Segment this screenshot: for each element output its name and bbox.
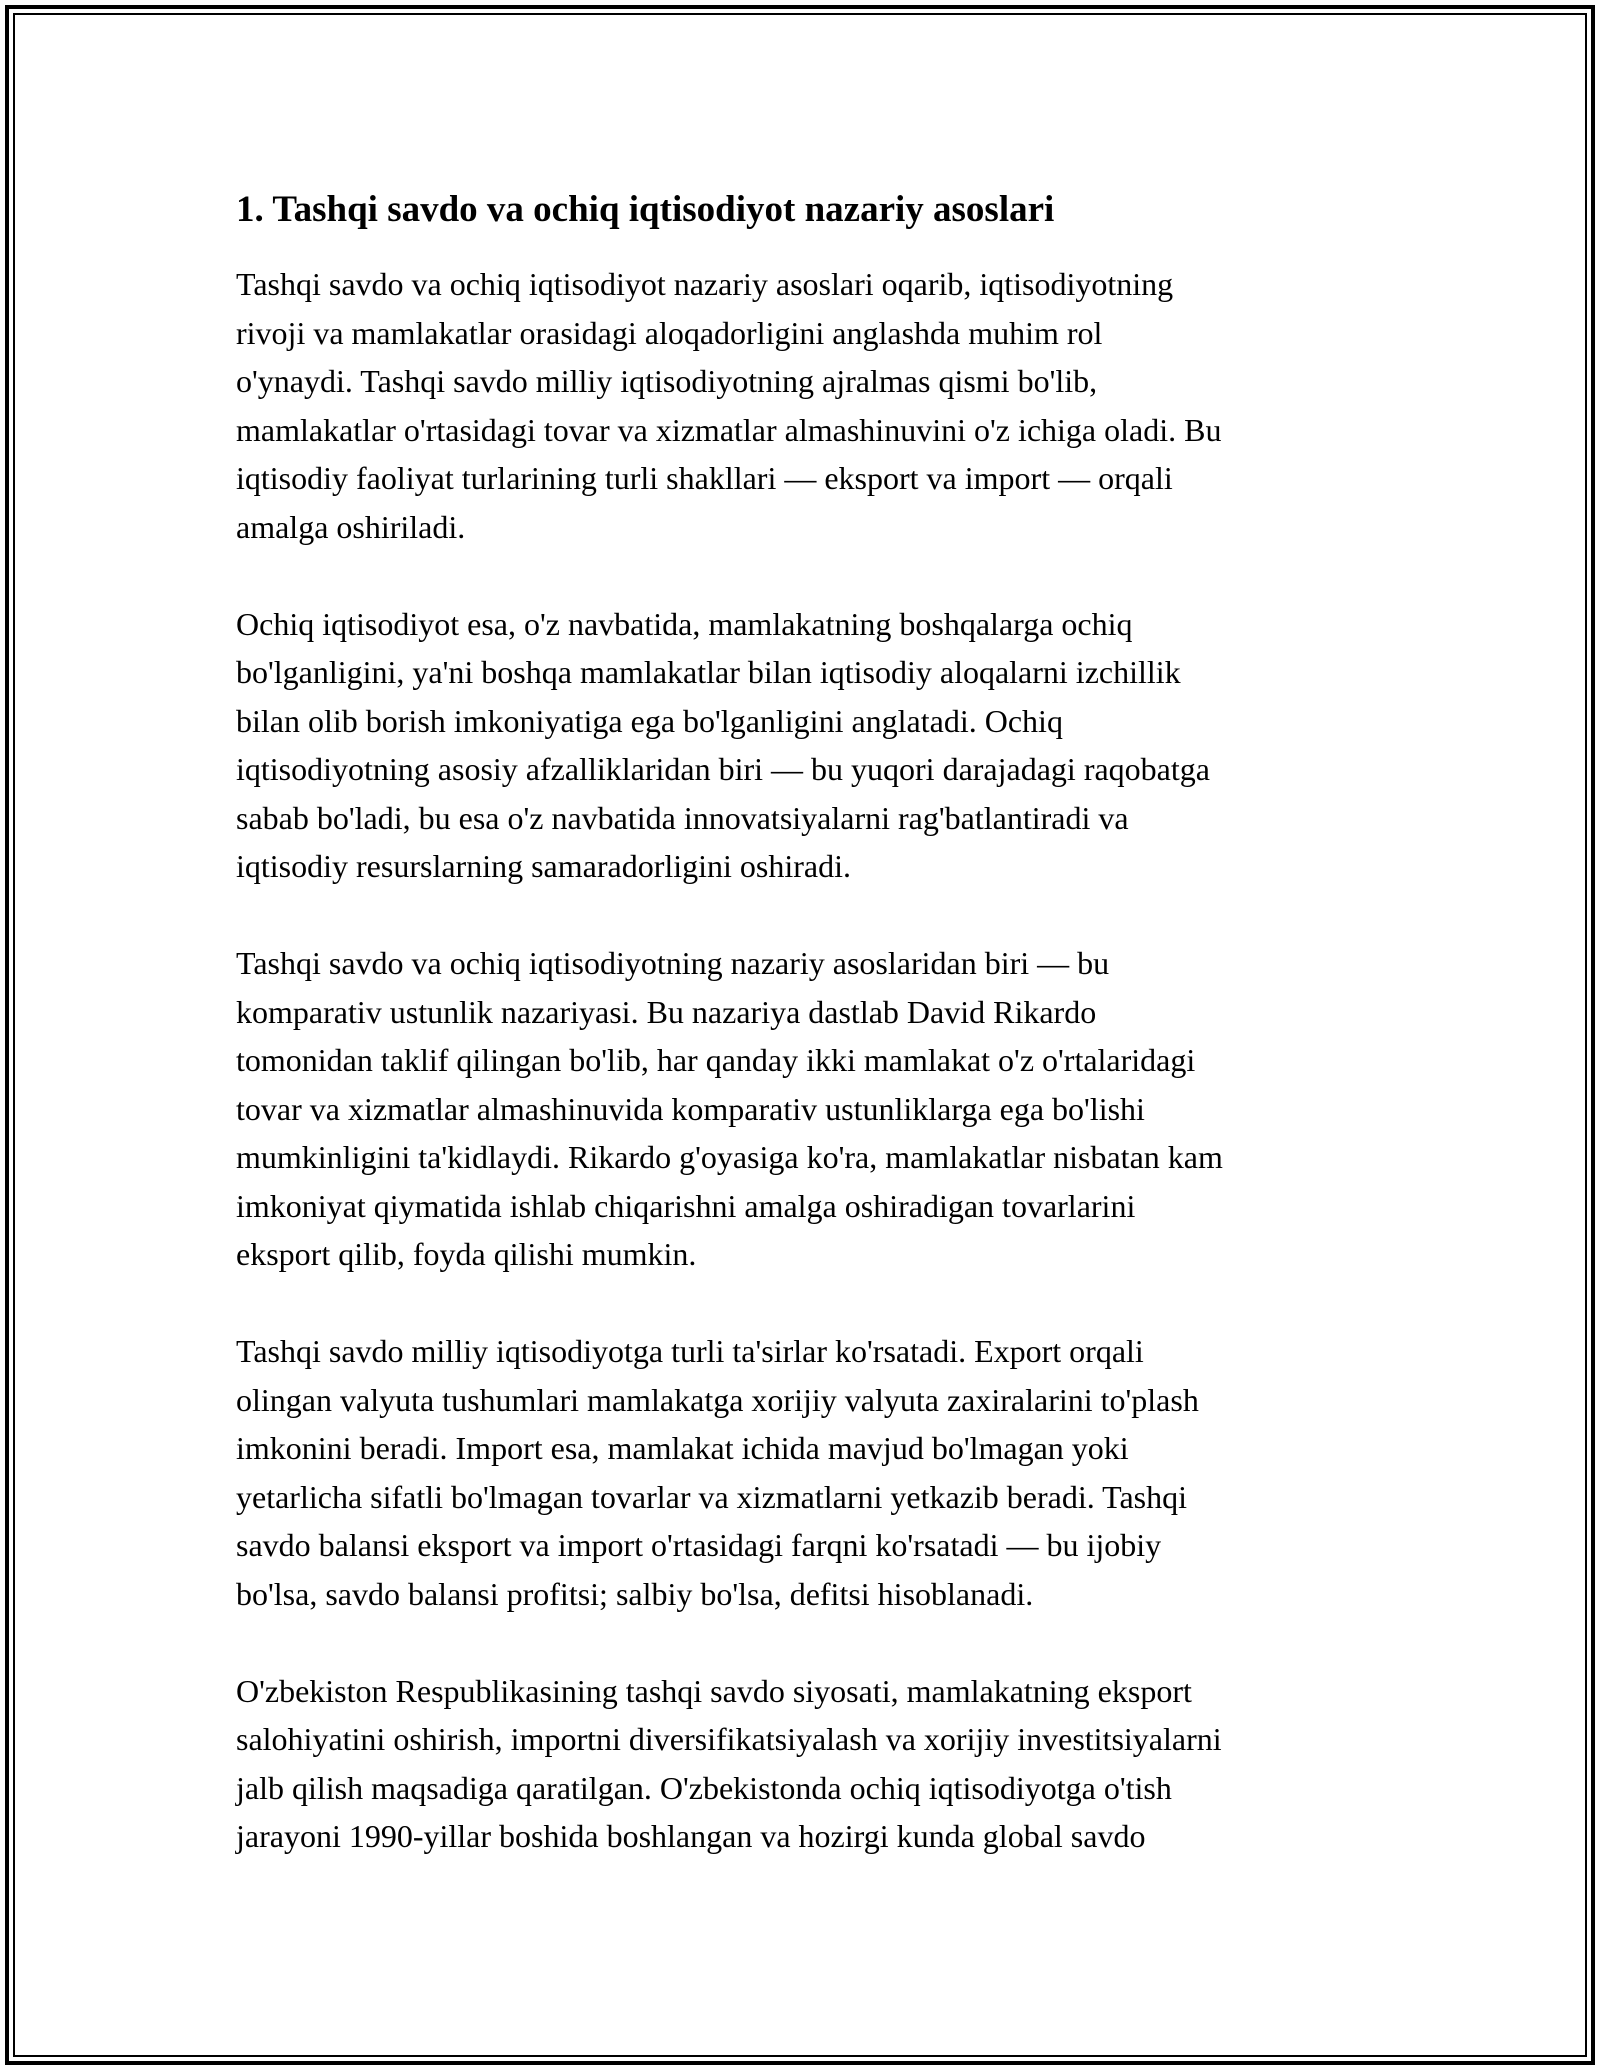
paragraph-1: Tashqi savdo va ochiq iqtisodiyot nazariy asoslari oqarib, iqtisodiyotning rivoji va mamlakatlar orasidagi aloqadorligini anglashda muhim rol o'ynaydi. Tashqi savdo milliy iqtisodiyotning ajralmas qismi bo'lib, mamlakatlar o'rtasidagi tovar va xizmatlar almashinuvini o'z ichiga oladi. Bu iqtisodiy faoliyat turlarining turli shakllari — eksport va import — orqali amalga oshiriladi. [236,266,1222,545]
section-heading: 1. Tashqi savdo va ochiq iqtisodiyot nazariy asoslari [236,189,1055,230]
document-body [236,186,1376,1909]
paragraph-5: O'zbekiston Respublikasining tashqi savdo siyosati, mamlakatning eksport salohiyatini oshirish, importni diversifikatsiyalash va xorijiy investitsiyalarni jalb qilish maqsadiga qaratilgan. O'zbekistonda ochiq iqtisodiyotga o'tish jarayoni 1990-yillar boshida boshlangan va hozirgi kunda global savdo [236,1672,1222,1854]
paragraph-2: Ochiq iqtisodiyot esa, o'z navbatida, mamlakatning boshqalarga ochiq bo'lganligini, ya'ni boshqa mamlakatlar bilan iqtisodiy aloqalarni izchillik bilan olib borish imkoniyatiga ega bo'lganligini anglatadi. Ochiq iqtisodiyotning asosiy afzalliklaridan biri — bu yuqori darajadagi raqobatga sabab bo'ladi, bu esa o'z navbatida innovatsiyalarni rag'batlantiradi va iqtisodiy resurslarning samaradorligini oshiradi. [236,605,1210,884]
paragraph-3: Tashqi savdo va ochiq iqtisodiyotning nazariy asoslaridan biri — bu komparativ ustunlik nazariyasi. Bu nazariya dastlab David Rikardo tomonidan taklif qilingan bo'lib, har qanday ikki mamlakat o'z o'rtalaridagi tovar va xizmatlar almashinuvida komparativ ustunliklarga ega bo'lishi mumkinligini ta'kidlaydi. Rikardo g'oyasiga ko'ra, mamlakatlar nisbatan kam imkoniyat qiymatida ishlab chiqarishni amalga oshiradigan tovarlarini eksport qilib, foyda qilishi mumkin. [236,945,1223,1272]
paragraph-4: Tashqi savdo milliy iqtisodiyotga turli ta'sirlar ko'rsatadi. Export orqali olingan valyuta tushumlari mamlakatga xorijiy valyuta zaxiralarini to'plash imkonini beradi. Import esa, mamlakat ichida mavjud bo'lmagan yoki yetarlicha sifatli bo'lmagan tovarlar va xizmatlarni yetkazib beradi. Tashqi savdo balansi eksport va import o'rtasidagi farqni ko'rsatadi — bu ijobiy bo'lsa, savdo balansi profitsi; salbiy bo'lsa, defitsi hisoblanadi. [236,1333,1199,1612]
